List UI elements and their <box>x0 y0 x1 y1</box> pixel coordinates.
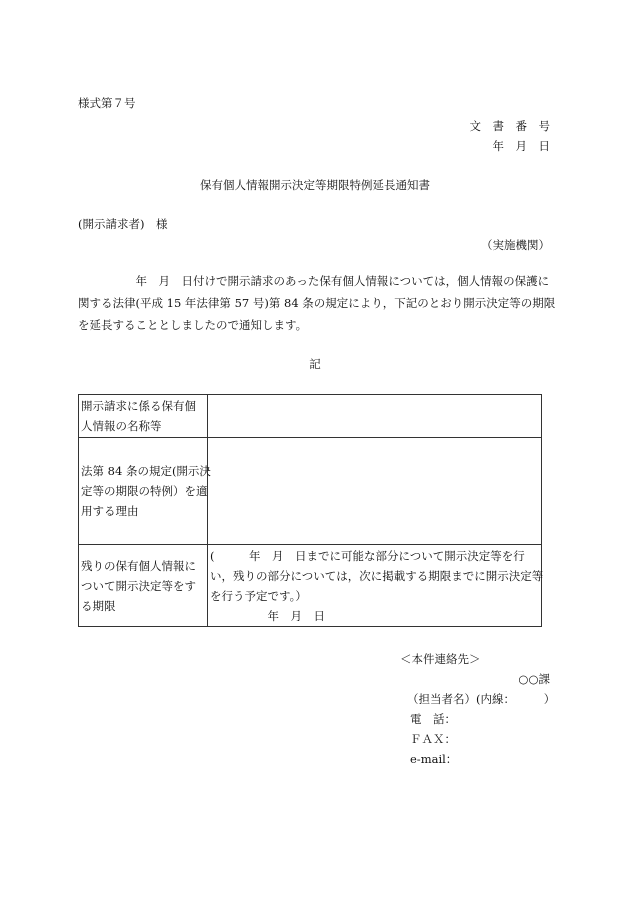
contact-heading: ＜本件連絡先＞ <box>400 652 481 666</box>
row-label-deadline: 残りの保有個人情報に ついて開示決定等をす る期限 <box>79 545 208 627</box>
agency: （実施機関） <box>481 238 550 252</box>
document-title: 保有個人情報開示決定等期限特例延長通知書 <box>200 178 430 192</box>
contact-phone: 電 話： <box>410 712 456 726</box>
table-row <box>79 395 542 438</box>
contact-section: ○○課 <box>518 672 550 686</box>
row-value-reason <box>208 438 542 545</box>
table-row <box>79 545 542 627</box>
date-label: 年 月 日 <box>492 139 550 153</box>
notice-body-line: を延長することとしましたので通知します。 <box>78 318 308 332</box>
recipient: (開示請求者) 様 <box>78 217 168 231</box>
notice-body-line: 関する法律(平成 15 年法律第 57 号)第 84 条の規定により，下記のとおり開示決定等の期限 <box>78 296 556 310</box>
document-number-label: 文 書 番 号 <box>469 119 550 133</box>
contact-email: e-mail： <box>410 752 458 766</box>
ki-heading: 記 <box>309 357 321 371</box>
row-value-deadline: ( 年 月 日までに可能な部分について開示決定等を行 い，残りの部分については，次に掲載する期限までに開示決定等 を行う予定です。） 年 月 日 <box>208 545 542 627</box>
row-label-reason: 法第 84 条の規定(開示決 定等の期限の特例）を適 用する理由 <box>79 438 208 545</box>
row-value-document-name <box>208 395 542 438</box>
form-number: 様式第７号 <box>78 96 136 110</box>
contact-person: （担当者名）(内線： ） <box>407 692 556 706</box>
notice-body <box>78 270 560 336</box>
table-row <box>79 438 542 545</box>
info-table <box>78 394 542 627</box>
notice-body-line: 年 月 日付けで開示請求のあった保有個人情報については，個人情報の保護に <box>78 274 550 288</box>
row-label-document-name: 開示請求に係る保有個 人情報の名称等 <box>79 395 208 438</box>
contact-fax: ＦＡＸ： <box>410 732 456 746</box>
